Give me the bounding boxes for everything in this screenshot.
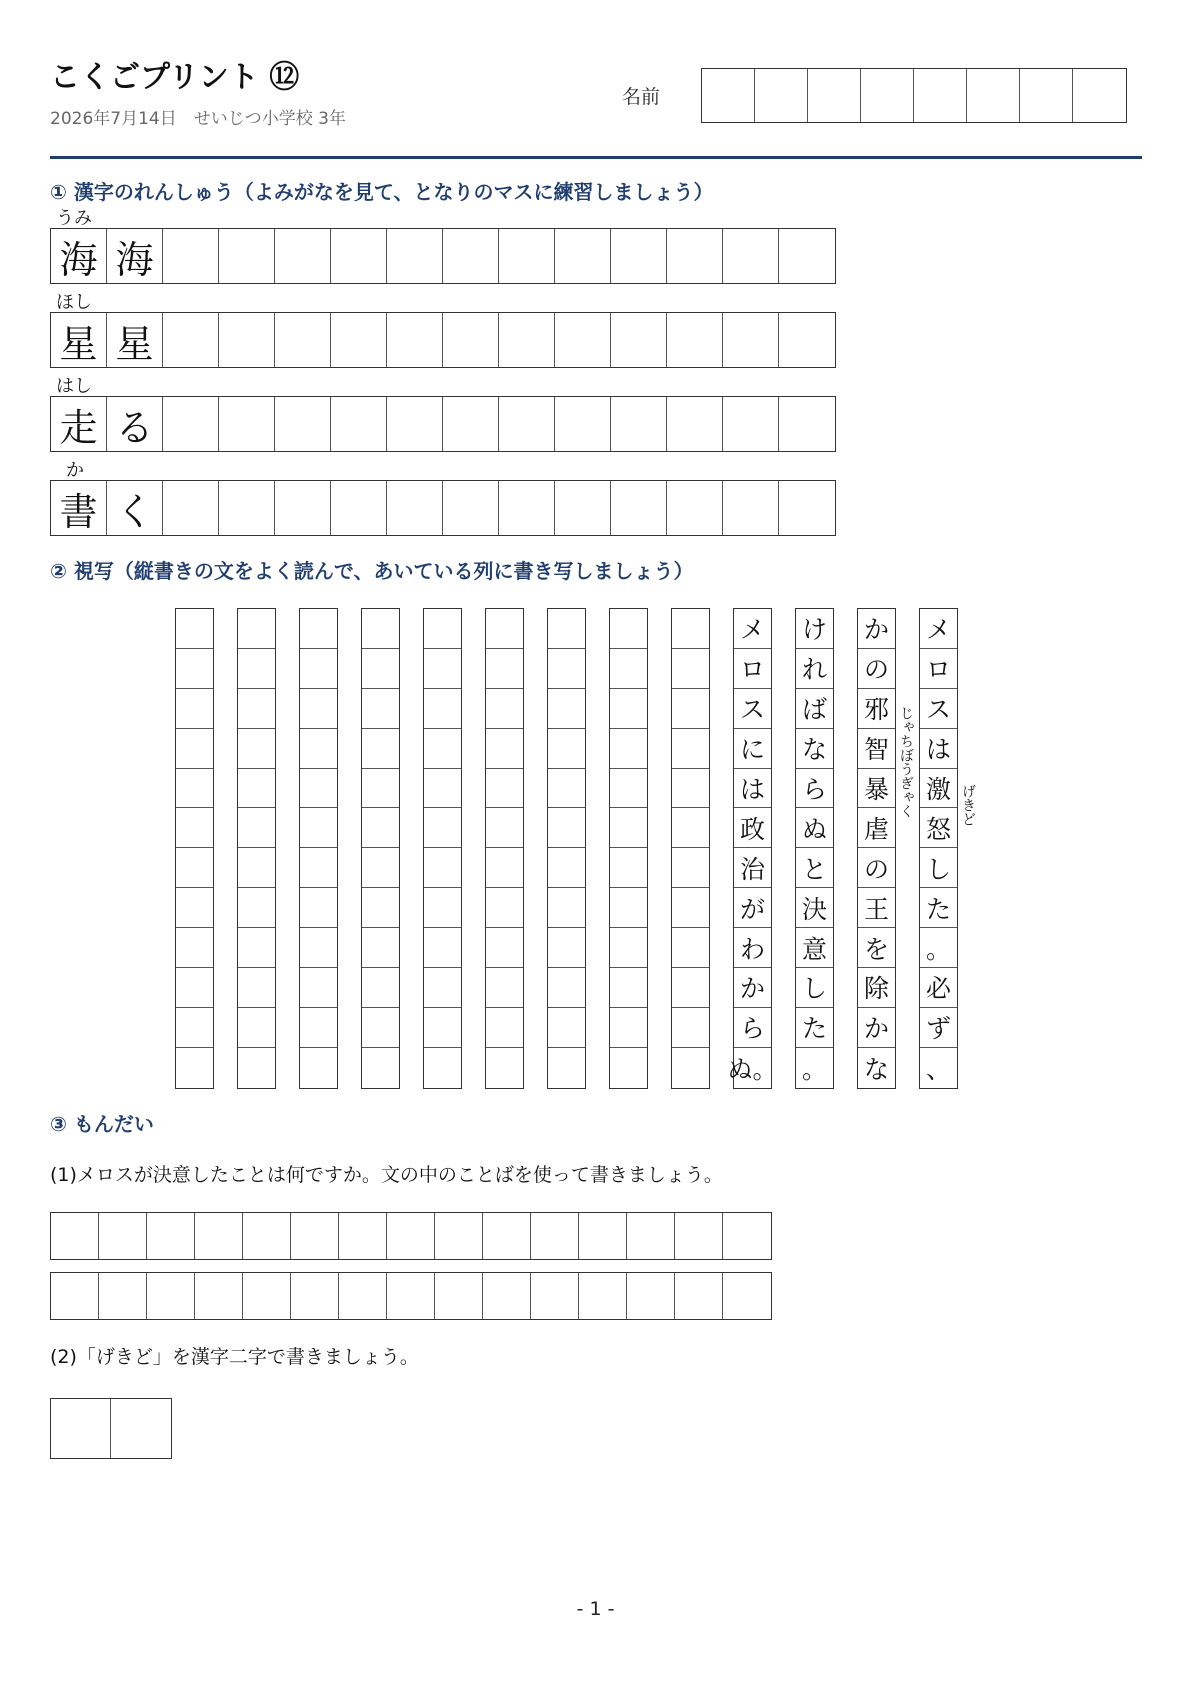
copy-cell[interactable] [238,968,275,1008]
copy-cell[interactable] [610,769,647,809]
reading-hint: ほし [56,292,92,313]
practice-cell[interactable] [499,229,555,283]
answer-cell[interactable] [51,1273,99,1319]
copy-cell[interactable] [672,1008,709,1048]
answer-cell[interactable] [723,1213,771,1259]
practice-cell[interactable] [387,313,443,367]
copy-cell[interactable] [362,609,399,649]
copy-cell[interactable] [610,689,647,729]
copy-cell[interactable] [176,848,213,888]
practice-cell[interactable] [331,313,387,367]
page-subtitle: 2026年7月14日 せいじつ小学校 3年 [50,109,346,129]
answer-cell[interactable] [339,1273,387,1319]
practice-cell[interactable] [443,481,499,535]
copy-column[interactable] [609,608,648,1089]
copy-cell[interactable] [300,888,337,928]
copy-cell[interactable] [672,609,709,649]
copy-column [795,608,834,1089]
answer-cell[interactable] [291,1273,339,1319]
text-cell: 。 [801,1054,827,1084]
practice-row [50,228,836,284]
text-cell: は [734,769,771,809]
name-field[interactable] [701,68,1127,123]
practice-cell[interactable] [779,481,835,535]
text-cell: し [796,968,833,1008]
copy-cell[interactable] [424,609,461,649]
name-box[interactable] [702,69,755,122]
name-label: 名前 [622,86,661,108]
practice-cell[interactable] [443,313,499,367]
text-cell: ら [796,769,833,809]
text-cell: と [796,848,833,888]
practice-cell[interactable] [219,229,275,283]
name-box[interactable] [755,69,808,122]
text-cell: ロ [734,649,771,689]
text-cell: し [920,848,957,888]
text-cell: の [858,848,895,888]
copy-column[interactable] [237,608,276,1089]
copy-cell[interactable] [424,808,461,848]
practice-cell[interactable] [275,397,331,451]
copy-cell[interactable] [672,649,709,689]
practice-cell[interactable] [611,313,667,367]
answer-row[interactable] [50,1272,772,1320]
copy-cell[interactable] [486,729,523,769]
copy-cell[interactable] [610,848,647,888]
text-cell: な [796,729,833,769]
text-cell: メ [734,609,771,649]
copy-cell[interactable] [486,1008,523,1048]
copy-cell[interactable] [176,1048,213,1088]
text-cell: ら [734,1008,771,1048]
copy-cell[interactable] [548,848,585,888]
practice-cell[interactable] [219,313,275,367]
practice-cell[interactable] [723,397,779,451]
practice-row [50,480,836,536]
copy-cell[interactable] [486,968,523,1008]
answer-cell[interactable] [195,1213,243,1259]
copy-cell[interactable] [300,769,337,809]
copy-cell[interactable] [548,729,585,769]
practice-cell[interactable] [331,397,387,451]
text-cell: 激 [920,769,957,809]
answer-cell[interactable] [483,1273,531,1319]
copy-cell[interactable] [672,928,709,968]
reading-hint: うみ [56,208,92,229]
copy-cell[interactable] [486,689,523,729]
answer-cell[interactable] [147,1213,195,1259]
copy-cell[interactable] [486,888,523,928]
practice-cell[interactable] [667,229,723,283]
copy-cell[interactable] [300,729,337,769]
question-1: (1)メロスが決意したことは何ですか。文の中のことばを使って書きましょう。 [50,1164,723,1186]
copy-cell[interactable] [548,808,585,848]
answer-cell[interactable] [387,1273,435,1319]
copy-cell[interactable] [548,968,585,1008]
copy-cell[interactable] [610,888,647,928]
practice-cell[interactable] [219,397,275,451]
text-cell: が [734,888,771,928]
copy-cell[interactable] [176,649,213,689]
text-cell: 虐 [858,808,895,848]
practice-cell[interactable] [611,481,667,535]
copy-cell[interactable] [424,888,461,928]
copy-cell[interactable] [176,729,213,769]
answer-cell[interactable] [531,1213,579,1259]
copy-cell[interactable] [362,689,399,729]
copy-cell[interactable] [300,689,337,729]
copy-cell[interactable] [672,808,709,848]
copy-cell[interactable] [424,848,461,888]
copy-cell[interactable] [238,649,275,689]
copy-cell[interactable] [300,808,337,848]
copy-column[interactable] [175,608,214,1089]
copy-cell[interactable] [486,769,523,809]
copy-cell[interactable] [300,609,337,649]
copy-column [857,608,896,1089]
practice-cell[interactable] [555,313,611,367]
answer-cell[interactable] [579,1273,627,1319]
name-box[interactable] [1073,69,1126,122]
copy-cell[interactable] [672,968,709,1008]
copy-cell[interactable] [362,848,399,888]
answer-cell[interactable] [99,1213,147,1259]
copy-cell[interactable] [176,968,213,1008]
copy-column[interactable] [671,608,710,1089]
practice-cell[interactable] [163,397,219,451]
practice-cell[interactable] [723,313,779,367]
copy-column[interactable] [423,608,462,1089]
practice-cell[interactable] [499,481,555,535]
copy-cell[interactable] [176,1008,213,1048]
model-char-cell: 書 [51,481,107,535]
copy-cell[interactable] [548,928,585,968]
copy-cell[interactable] [362,729,399,769]
practice-cell[interactable] [555,481,611,535]
copy-cell[interactable] [300,928,337,968]
text-cell: ず [920,1008,957,1048]
text-cell: ス [734,689,771,729]
copy-column[interactable] [361,608,400,1089]
copy-cell[interactable] [238,729,275,769]
practice-cell[interactable] [499,313,555,367]
copy-column[interactable] [547,608,586,1089]
copy-column[interactable] [299,608,338,1089]
copy-cell[interactable] [672,848,709,888]
copy-cell[interactable] [238,609,275,649]
answer-cell[interactable] [339,1213,387,1259]
text-cell: 除 [858,968,895,1008]
practice-cell[interactable] [779,313,835,367]
copy-cell[interactable] [610,808,647,848]
answer-cell[interactable] [243,1273,291,1319]
practice-row [50,312,836,368]
copy-cell[interactable] [424,1048,461,1088]
text-cell: 邪 [858,689,895,729]
copy-cell[interactable] [486,1048,523,1088]
copy-cell[interactable] [238,808,275,848]
text-cell: は [920,729,957,769]
practice-cell[interactable] [275,229,331,283]
text-cell: 治 [734,848,771,888]
copy-cell[interactable] [362,1048,399,1088]
copy-cell[interactable] [362,968,399,1008]
practice-cell[interactable] [443,229,499,283]
answer-cell[interactable] [483,1213,531,1259]
copy-cell[interactable] [548,1048,585,1088]
text-cell: ぬ [796,808,833,848]
section1-title: ① 漢字のれんしゅう（よみがなを見て、となりのマスに練習しましょう） [50,180,714,204]
page-title: こくごプリント ⑫ [50,60,300,95]
text-cell: ロ [920,649,957,689]
copy-cell[interactable] [300,1048,337,1088]
text-cell: ば [796,689,833,729]
text-cell: 智 [858,729,895,769]
copy-cell[interactable] [362,769,399,809]
question-2: (2)「げきど」を漢字二字で書きましょう。 [50,1346,419,1368]
copy-cell[interactable] [610,1048,647,1088]
copy-cell[interactable] [238,689,275,729]
practice-cell[interactable] [667,397,723,451]
answer-cell[interactable] [723,1273,771,1319]
copy-cell[interactable] [672,888,709,928]
copy-cell[interactable] [424,928,461,968]
answer-cell[interactable] [51,1399,111,1458]
practice-cell[interactable] [555,397,611,451]
answer-cell[interactable] [579,1213,627,1259]
copy-cell[interactable] [424,729,461,769]
copy-cell[interactable] [176,769,213,809]
copy-cell[interactable] [424,968,461,1008]
practice-cell[interactable] [667,313,723,367]
text-cell: ス [920,689,957,729]
name-box[interactable] [861,69,914,122]
name-box[interactable] [914,69,967,122]
practice-row [50,396,836,452]
practice-cell[interactable] [779,229,835,283]
practice-cell[interactable] [331,481,387,535]
practice-cell[interactable] [723,481,779,535]
text-cell: た [920,888,957,928]
text-cell: た [796,1008,833,1048]
answer-cell[interactable] [387,1213,435,1259]
text-cell: か [858,609,895,649]
text-cell: 必 [920,968,957,1008]
practice-cell[interactable] [275,481,331,535]
reading-hint: はし [56,376,92,397]
copy-cell[interactable] [610,928,647,968]
practice-cell[interactable] [275,313,331,367]
answer-cell[interactable] [51,1213,99,1259]
text-cell: 。 [920,928,957,968]
practice-cell[interactable] [163,313,219,367]
copy-cell[interactable] [362,888,399,928]
name-box[interactable] [967,69,1020,122]
copy-cell[interactable] [610,649,647,689]
practice-cell[interactable] [611,229,667,283]
answer-cell[interactable] [291,1213,339,1259]
text-cell: 意 [796,928,833,968]
copy-cell[interactable] [486,649,523,689]
copy-cell[interactable] [362,649,399,689]
copy-cell[interactable] [548,609,585,649]
copy-cell[interactable] [610,1008,647,1048]
copy-cell[interactable] [548,1008,585,1048]
copy-cell[interactable] [238,1008,275,1048]
model-char-cell: 星 [51,313,107,367]
answer-cell[interactable] [111,1399,171,1458]
copy-cell[interactable] [424,1008,461,1048]
copy-cell[interactable] [300,968,337,1008]
answer-cell[interactable] [435,1273,483,1319]
copy-cell[interactable] [238,928,275,968]
copy-cell[interactable] [362,1008,399,1048]
page-number: - 1 - [576,1598,615,1620]
practice-cell[interactable] [331,229,387,283]
text-cell: 決 [796,888,833,928]
answer-cell[interactable] [99,1273,147,1319]
copy-cell[interactable] [238,888,275,928]
practice-cell[interactable] [387,229,443,283]
copy-cell[interactable] [486,609,523,649]
section3-title: ③ もんだい [50,1112,154,1136]
ruby-reading: げきど [960,784,976,826]
copy-cell[interactable] [610,968,647,1008]
copy-cell[interactable] [486,808,523,848]
copy-cell[interactable] [362,928,399,968]
text-cell: け [796,609,833,649]
name-box[interactable] [1020,69,1073,122]
copy-cell[interactable] [672,1048,709,1088]
answer-cell[interactable] [675,1273,723,1319]
copy-cell[interactable] [300,649,337,689]
copy-cell[interactable] [548,649,585,689]
name-box[interactable] [808,69,861,122]
copy-cell[interactable] [486,928,523,968]
copy-cell[interactable] [548,689,585,729]
copy-column [919,608,958,1089]
answer-cell[interactable] [627,1273,675,1319]
copy-cell[interactable] [548,769,585,809]
copy-cell[interactable] [300,848,337,888]
text-cell: れ [796,649,833,689]
copy-cell[interactable] [176,888,213,928]
text-cell: 、 [925,1054,951,1084]
model-char-cell: る [107,397,163,451]
copy-cell[interactable] [238,769,275,809]
copy-cell[interactable] [672,729,709,769]
question-2-answer-grid[interactable] [50,1398,172,1459]
answer-cell[interactable] [147,1273,195,1319]
practice-cell[interactable] [219,481,275,535]
text-cell: を [858,928,895,968]
text-cell: わ [734,928,771,968]
answer-cell[interactable] [531,1273,579,1319]
text-cell: 王 [858,888,895,928]
model-char-cell: 海 [107,229,163,283]
text-cell: か [858,1008,895,1048]
copy-cell[interactable] [300,1008,337,1048]
model-char-cell: 走 [51,397,107,451]
model-char-cell: 星 [107,313,163,367]
text-cell: か [734,968,771,1008]
copy-cell[interactable] [238,1048,275,1088]
text-cell: な [863,1054,889,1084]
text-cell: ぬ。 [727,1054,778,1084]
practice-cell[interactable] [723,229,779,283]
copy-cell[interactable] [176,609,213,649]
practice-cell[interactable] [163,229,219,283]
ruby-reading: じゃちぼうぎゃく [898,706,914,818]
practice-cell[interactable] [499,397,555,451]
copy-cell[interactable] [548,888,585,928]
text-cell: 暴 [858,769,895,809]
practice-cell[interactable] [163,481,219,535]
text-cell: 怒 [920,808,957,848]
copy-cell[interactable] [486,848,523,888]
practice-cell[interactable] [555,229,611,283]
practice-cell[interactable] [387,397,443,451]
practice-cell[interactable] [387,481,443,535]
reading-hint: か [66,460,84,481]
section2-title: ② 視写（縦書きの文をよく読んで、あいている列に書き写しましょう） [50,559,694,583]
text-cell: メ [920,609,957,649]
answer-cell[interactable] [243,1213,291,1259]
copy-cell[interactable] [424,769,461,809]
text-cell: の [858,649,895,689]
answer-row[interactable] [50,1212,772,1260]
copy-cell[interactable] [672,769,709,809]
text-cell: に [734,729,771,769]
copy-cell[interactable] [176,928,213,968]
answer-cell[interactable] [627,1213,675,1259]
answer-cell[interactable] [435,1213,483,1259]
copy-column [727,608,778,1089]
practice-cell[interactable] [443,397,499,451]
practice-cell[interactable] [611,397,667,451]
text-cell: 政 [734,808,771,848]
answer-cell[interactable] [675,1213,723,1259]
copy-cell[interactable] [238,848,275,888]
copy-cell[interactable] [610,609,647,649]
copy-cell[interactable] [362,808,399,848]
model-char-cell: く [107,481,163,535]
copy-cell[interactable] [424,689,461,729]
practice-cell[interactable] [779,397,835,451]
answer-cell[interactable] [195,1273,243,1319]
practice-cell[interactable] [667,481,723,535]
copy-cell[interactable] [176,808,213,848]
copy-cell[interactable] [610,729,647,769]
model-char-cell: 海 [51,229,107,283]
copy-cell[interactable] [176,689,213,729]
copy-cell[interactable] [424,649,461,689]
copy-column[interactable] [485,608,524,1089]
header-divider [50,156,1142,159]
copy-cell[interactable] [672,689,709,729]
